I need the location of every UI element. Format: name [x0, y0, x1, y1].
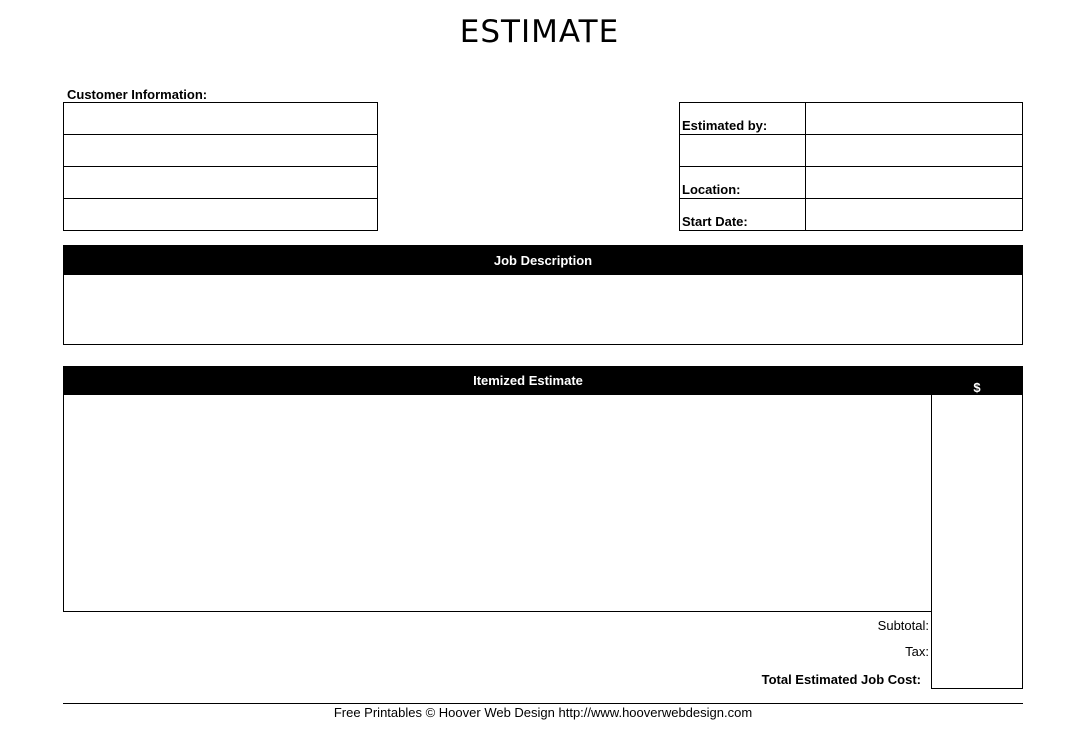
item-description-4[interactable] [63, 467, 932, 492]
item-description-7[interactable] [63, 539, 932, 564]
page-title: ESTIMATE [459, 14, 620, 50]
footer-divider [63, 703, 1023, 704]
customer-information-label: Customer Information: [67, 87, 208, 102]
location-label-cell [679, 166, 806, 199]
start-date-field[interactable] [805, 198, 1023, 231]
item-amount-8[interactable] [931, 563, 1023, 588]
total-field[interactable] [931, 660, 1023, 689]
item-amount-3[interactable] [931, 443, 1023, 468]
item-description-3[interactable] [63, 443, 932, 468]
item-amount-4[interactable] [931, 467, 1023, 492]
item-amount-6[interactable] [931, 515, 1023, 540]
item-amount-1[interactable] [931, 395, 1023, 420]
itemized-estimate-header: Itemized Estimate [473, 373, 583, 388]
estimated-by-field[interactable] [805, 102, 1023, 135]
customer-field-4[interactable] [63, 198, 378, 231]
job-description-header: Job Description [63, 245, 1023, 276]
customer-field-1[interactable] [63, 102, 378, 135]
location-label: Location: [682, 182, 741, 197]
extra-info-field[interactable] [805, 134, 1023, 167]
item-amount-5[interactable] [931, 491, 1023, 516]
tax-label: Tax: [905, 644, 929, 659]
job-description-line-1[interactable] [63, 275, 1023, 299]
estimated-by-label: Estimated by: [682, 118, 768, 133]
item-description-1[interactable] [63, 395, 932, 420]
item-amount-9[interactable] [931, 587, 1023, 612]
start-date-label: Start Date: [682, 214, 748, 229]
item-description-9[interactable] [63, 587, 932, 612]
customer-field-3[interactable] [63, 166, 378, 199]
item-description-8[interactable] [63, 563, 932, 588]
location-field[interactable] [805, 166, 1023, 199]
amount-column-header: $ [973, 380, 981, 395]
total-estimated-job-cost-label: Total Estimated Job Cost: [761, 672, 921, 687]
start-date-label-cell [679, 198, 806, 231]
item-description-2[interactable] [63, 419, 932, 444]
item-amount-2[interactable] [931, 419, 1023, 444]
job-description-line-3[interactable] [63, 321, 1023, 345]
job-description-line-2[interactable] [63, 298, 1023, 322]
footer-credit: Free Printables © Hoover Web Design http://www.hooverwebdesign.com [333, 705, 753, 720]
subtotal-field[interactable] [931, 611, 1023, 634]
blank-label-cell [679, 134, 806, 167]
tax-field[interactable] [931, 633, 1023, 661]
customer-field-2[interactable] [63, 134, 378, 167]
item-amount-7[interactable] [931, 539, 1023, 564]
item-description-6[interactable] [63, 515, 932, 540]
item-description-5[interactable] [63, 491, 932, 516]
subtotal-label: Subtotal: [877, 618, 929, 633]
estimated-by-label-cell [679, 102, 806, 135]
